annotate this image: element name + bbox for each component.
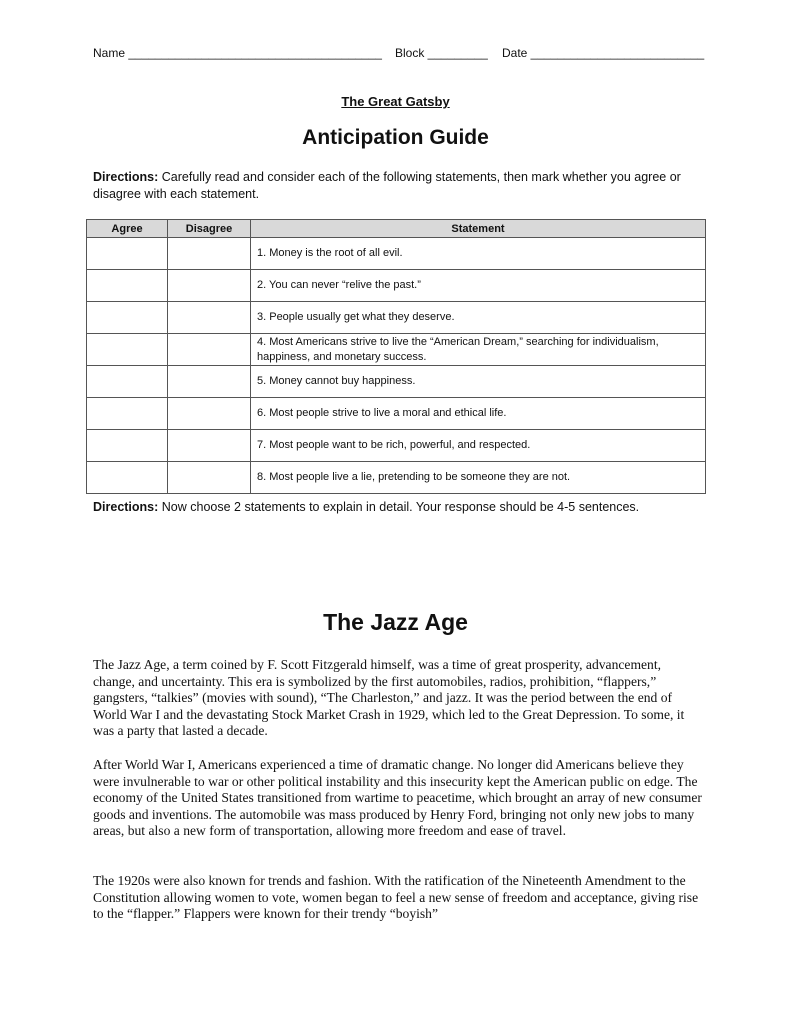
table-row	[87, 398, 706, 430]
table-row	[87, 462, 706, 494]
disagree-cell[interactable]	[168, 366, 251, 398]
directions-intro	[93, 169, 703, 203]
statement-cell: 6. Most people strive to live a moral and ethical life.	[251, 398, 706, 430]
agree-cell[interactable]	[87, 302, 168, 334]
agree-cell[interactable]	[87, 366, 168, 398]
disagree-cell[interactable]	[168, 398, 251, 430]
disagree-cell[interactable]	[168, 462, 251, 494]
agree-cell[interactable]	[87, 462, 168, 494]
disagree-cell[interactable]	[168, 430, 251, 462]
jazz-paragraph-1: The Jazz Age, a term coined by F. Scott Fitzgerald himself, was a time of great prosperity, advancement, change, and uncertainty. This era is symbolized by the first automobiles, radios, prohibition, “flappers,” gangsters, “talkies” (movies with sound), “The Charleston,” and jazz. It was the period between the end of World War I and the devastating Stock Market Crash in 1929, which led to the Great Depression. To some, it was a party that lasted a decade.	[93, 657, 685, 738]
header-statement: Statement	[251, 220, 706, 238]
statement-cell: 1. Money is the root of all evil.	[251, 238, 706, 270]
statement-cell: 8. Most people live a lie, pretending to be someone they are not.	[251, 462, 706, 494]
statement-cell: 3. People usually get what they deserve.	[251, 302, 706, 334]
header-agree: Agree	[87, 220, 168, 238]
table-row	[87, 366, 706, 398]
directions-label: Directions:	[93, 170, 159, 184]
disagree-cell[interactable]	[168, 270, 251, 302]
table-row	[87, 302, 706, 334]
section-title: The Jazz Age	[323, 609, 468, 635]
statement-cell: 5. Money cannot buy happiness.	[251, 366, 706, 398]
statement-cell: 4. Most Americans strive to live the “American Dream,” searching for individualism, happiness, and monetary success.	[251, 334, 706, 366]
name-field[interactable]: Name ______________________________________	[93, 46, 382, 60]
page-title: Anticipation Guide	[302, 126, 489, 149]
header-disagree: Disagree	[168, 220, 251, 238]
book-title: The Great Gatsby	[341, 94, 450, 109]
agree-cell[interactable]	[87, 398, 168, 430]
directions-text: Now choose 2 statements to explain in detail. Your response should be 4-5 sentences.	[158, 500, 640, 514]
statement-cell: 2. You can never “relive the past.”	[251, 270, 706, 302]
jazz-paragraph-3: The 1920s were also known for trends and fashion. With the ratification of the Nineteenth Amendment to the Constitution allowing women to vote, women began to feel a new sense of freedom and acceptance, giving rise to the “flapper.” Flappers were known for their trendy “boyish”	[93, 873, 699, 921]
agree-cell[interactable]	[87, 430, 168, 462]
block-field[interactable]: Block _________	[395, 46, 488, 60]
table-row	[87, 430, 706, 462]
jazz-paragraph-2: After World War I, Americans experienced a time of dramatic change. No longer did Americans believe they were invulnerable to war or other political instability and this insecurity kept the American public on edge. The economy of the United States transitioned from wartime to peacetime, which brought an array of new consumer goods and inventions. The automobile was mass produced by Henry Ford, bringing not only new jobs to many areas, but also a new form of transportation, allowing more freedom and ease of travel.	[93, 757, 702, 838]
anticipation-table	[86, 219, 706, 494]
date-field[interactable]: Date __________________________	[502, 46, 705, 60]
table-row	[87, 238, 706, 270]
agree-cell[interactable]	[87, 270, 168, 302]
agree-cell[interactable]	[87, 334, 168, 366]
agree-cell[interactable]	[87, 238, 168, 270]
directions-text: Carefully read and consider each of the following statements, then mark whether you agree or disagree with each statement.	[93, 170, 681, 201]
table-row	[87, 270, 706, 302]
table-row	[87, 334, 706, 366]
disagree-cell[interactable]	[168, 238, 251, 270]
directions-label: Directions:	[93, 500, 159, 514]
disagree-cell[interactable]	[168, 334, 251, 366]
directions-response	[93, 499, 703, 516]
statement-cell: 7. Most people want to be rich, powerful, and respected.	[251, 430, 706, 462]
disagree-cell[interactable]	[168, 302, 251, 334]
